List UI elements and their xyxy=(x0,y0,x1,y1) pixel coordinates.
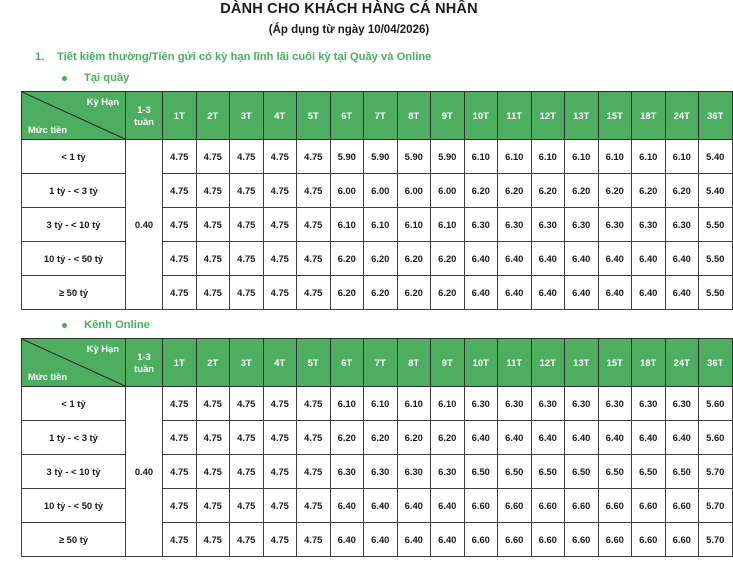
rate-cell: 6.60 xyxy=(565,489,599,523)
rate-cell: 6.20 xyxy=(330,421,364,455)
rate-cell: 6.40 xyxy=(665,276,699,310)
header-term-label: Kỳ Hạn xyxy=(86,96,119,107)
header-col-term-7t: 7T xyxy=(364,339,398,387)
header-col-term-13t: 13T xyxy=(565,92,599,140)
rate-cell: 6.20 xyxy=(431,276,465,310)
header-corner-cell xyxy=(22,339,126,387)
header-col-term-5t: 5T xyxy=(297,92,331,140)
header-amount-label: Mức tiền xyxy=(28,124,68,135)
table-row xyxy=(22,387,733,421)
rate-cell: 5.40 xyxy=(699,140,733,174)
rate-cell: 4.75 xyxy=(297,276,331,310)
tier-label-cell: 10 tỷ - < 50 tỷ xyxy=(22,242,126,276)
rate-cell: 6.40 xyxy=(665,242,699,276)
rate-cell: 6.60 xyxy=(632,523,666,557)
tier-label-cell: < 1 tỷ xyxy=(22,387,126,421)
rate-cell: 4.75 xyxy=(196,523,230,557)
rate-cell: 4.75 xyxy=(263,276,297,310)
rate-cell: 5.40 xyxy=(699,174,733,208)
rate-cell: 6.60 xyxy=(598,523,632,557)
week-rate-cell: 0.40 xyxy=(126,387,163,557)
rate-cell: 4.75 xyxy=(263,421,297,455)
rate-cell: 6.50 xyxy=(665,455,699,489)
rate-cell: 6.40 xyxy=(397,489,431,523)
header-col-term-9t: 9T xyxy=(431,92,465,140)
rate-cell: 6.40 xyxy=(498,242,532,276)
rate-cell: 4.75 xyxy=(196,455,230,489)
rate-cell: 6.20 xyxy=(330,276,364,310)
subheading-counter xyxy=(0,72,698,84)
rate-cell: 6.40 xyxy=(632,242,666,276)
header-col-term-18t: 18T xyxy=(632,92,666,140)
header-corner-cell xyxy=(22,92,126,140)
rate-cell: 6.00 xyxy=(330,174,364,208)
rate-cell: 6.60 xyxy=(464,523,498,557)
rate-cell: 6.10 xyxy=(397,208,431,242)
header-col-term-18t: 18T xyxy=(632,339,666,387)
rate-cell: 6.40 xyxy=(565,276,599,310)
rate-cell: 4.75 xyxy=(297,455,331,489)
tier-label-cell: 1 tỷ - < 3 tỷ xyxy=(22,174,126,208)
rate-table-online xyxy=(21,338,733,557)
rate-cell: 6.40 xyxy=(632,421,666,455)
rate-cell: 4.75 xyxy=(263,489,297,523)
rate-cell: 4.75 xyxy=(196,276,230,310)
rate-cell: 4.75 xyxy=(163,276,197,310)
rate-table-counter xyxy=(21,91,733,310)
rate-cell: 6.30 xyxy=(464,208,498,242)
rate-cell: 6.20 xyxy=(632,174,666,208)
rate-cell: 6.30 xyxy=(565,387,599,421)
week-line-2: tuần xyxy=(134,362,154,374)
header-col-term-24t: 24T xyxy=(665,92,699,140)
rate-cell: 6.30 xyxy=(397,455,431,489)
rate-cell: 6.60 xyxy=(531,489,565,523)
rate-cell: 6.40 xyxy=(598,242,632,276)
rate-cell: 6.10 xyxy=(665,140,699,174)
header-col-term-5t: 5T xyxy=(297,339,331,387)
rate-cell: 4.75 xyxy=(230,140,264,174)
header-col-term-13t: 13T xyxy=(565,339,599,387)
subheading-online xyxy=(0,319,698,331)
table-row xyxy=(22,140,733,174)
tier-label-cell: ≥ 50 tỷ xyxy=(22,276,126,310)
rate-cell: 6.10 xyxy=(364,208,398,242)
rate-cell: 6.40 xyxy=(598,276,632,310)
header-col-term-15t: 15T xyxy=(598,339,632,387)
rate-cell: 4.75 xyxy=(163,421,197,455)
bullet-icon xyxy=(62,76,67,81)
rate-cell: 4.75 xyxy=(196,208,230,242)
rate-cell: 4.75 xyxy=(196,489,230,523)
rate-cell: 6.20 xyxy=(598,174,632,208)
rate-cell: 6.40 xyxy=(431,523,465,557)
tier-label-cell: 3 tỷ - < 10 tỷ xyxy=(22,208,126,242)
rate-cell: 6.40 xyxy=(665,421,699,455)
week-line-2: tuần xyxy=(134,115,154,127)
rate-cell: 6.60 xyxy=(464,489,498,523)
rate-cell: 6.50 xyxy=(464,455,498,489)
rate-cell: 6.30 xyxy=(565,208,599,242)
rate-cell: 6.20 xyxy=(531,174,565,208)
rate-cell: 4.75 xyxy=(196,174,230,208)
header-col-term-3t: 3T xyxy=(230,339,264,387)
rate-cell: 6.10 xyxy=(565,140,599,174)
rate-cell: 6.10 xyxy=(364,387,398,421)
rate-cell: 6.30 xyxy=(531,208,565,242)
header-col-term-6t: 6T xyxy=(330,339,364,387)
rate-cell: 4.75 xyxy=(263,208,297,242)
subheading-counter-label: Tại quầy xyxy=(84,72,130,84)
rate-cell: 4.75 xyxy=(297,140,331,174)
rate-cell: 6.40 xyxy=(397,523,431,557)
rate-cell: 6.20 xyxy=(397,421,431,455)
rate-cell: 5.90 xyxy=(364,140,398,174)
tier-label-cell: 10 tỷ - < 50 tỷ xyxy=(22,489,126,523)
rate-cell: 6.60 xyxy=(665,523,699,557)
rate-cell: 6.20 xyxy=(364,421,398,455)
header-col-term-24t: 24T xyxy=(665,339,699,387)
rate-cell: 4.75 xyxy=(263,455,297,489)
rate-cell: 6.40 xyxy=(531,421,565,455)
rate-cell: 4.75 xyxy=(297,523,331,557)
header-col-term-9t: 9T xyxy=(431,339,465,387)
header-amount-label: Mức tiền xyxy=(28,371,68,382)
rate-cell: 6.20 xyxy=(665,174,699,208)
rate-cell: 6.50 xyxy=(598,455,632,489)
rate-cell: 6.40 xyxy=(364,523,398,557)
header-col-term-4t: 4T xyxy=(263,339,297,387)
rate-cell: 6.30 xyxy=(665,208,699,242)
subheading-online-label: Kênh Online xyxy=(84,319,150,331)
rate-cell: 6.40 xyxy=(598,421,632,455)
rate-cell: 6.40 xyxy=(565,421,599,455)
header-term-label: Kỳ Hạn xyxy=(86,343,119,354)
rate-cell: 6.40 xyxy=(531,276,565,310)
week-line-1: 1-3 xyxy=(137,103,151,115)
header-col-term-8t: 8T xyxy=(397,92,431,140)
table-body xyxy=(22,387,733,557)
rate-cell: 6.60 xyxy=(632,489,666,523)
rate-cell: 4.75 xyxy=(163,208,197,242)
header-col-term-1t: 1T xyxy=(163,339,197,387)
rate-cell: 6.30 xyxy=(431,455,465,489)
rate-cell: 5.50 xyxy=(699,242,733,276)
week-line-1: 1-3 xyxy=(137,350,151,362)
rate-cell: 4.75 xyxy=(263,242,297,276)
table-header-row xyxy=(22,339,733,387)
rate-cell: 6.20 xyxy=(364,242,398,276)
rate-cell: 4.75 xyxy=(196,140,230,174)
rate-cell: 6.60 xyxy=(565,523,599,557)
tier-label-cell: 3 tỷ - < 10 tỷ xyxy=(22,455,126,489)
rate-cell: 6.30 xyxy=(632,208,666,242)
rate-cell: 4.75 xyxy=(263,140,297,174)
rate-cell: 6.10 xyxy=(431,208,465,242)
rate-cell: 6.20 xyxy=(431,242,465,276)
rate-cell: 4.75 xyxy=(230,387,264,421)
tier-label-cell: < 1 tỷ xyxy=(22,140,126,174)
header-col-term-36t: 36T xyxy=(699,92,733,140)
header-col-term-2t: 2T xyxy=(196,339,230,387)
rate-cell: 6.30 xyxy=(464,387,498,421)
rate-cell: 6.50 xyxy=(531,455,565,489)
rate-cell: 6.10 xyxy=(330,387,364,421)
rate-cell: 6.40 xyxy=(431,489,465,523)
rate-cell: 6.30 xyxy=(498,387,532,421)
rate-cell: 6.40 xyxy=(464,421,498,455)
rate-cell: 6.00 xyxy=(397,174,431,208)
tier-label-cell: ≥ 50 tỷ xyxy=(22,523,126,557)
rate-cell: 6.40 xyxy=(330,489,364,523)
rate-cell: 6.10 xyxy=(498,140,532,174)
rate-cell: 4.75 xyxy=(263,174,297,208)
header-col-term-7t: 7T xyxy=(364,92,398,140)
rate-cell: 4.75 xyxy=(297,174,331,208)
rate-cell: 4.75 xyxy=(163,140,197,174)
rate-cell: 4.75 xyxy=(230,174,264,208)
rate-cell: 4.75 xyxy=(297,387,331,421)
rate-cell: 6.10 xyxy=(431,387,465,421)
effective-date-subtitle: (Áp dụng từ ngày 10/04/2026) xyxy=(268,24,430,36)
header-col-term-2t: 2T xyxy=(196,92,230,140)
section-number: 1. xyxy=(35,51,45,63)
rate-cell: 6.50 xyxy=(632,455,666,489)
header-col-term-11t: 11T xyxy=(498,92,532,140)
rate-cell: 5.90 xyxy=(397,140,431,174)
rate-cell: 6.40 xyxy=(464,242,498,276)
rate-cell: 5.50 xyxy=(699,276,733,310)
rate-cell: 4.75 xyxy=(196,421,230,455)
rate-cell: 5.60 xyxy=(699,387,733,421)
rate-cell: 6.20 xyxy=(464,174,498,208)
rate-cell: 5.70 xyxy=(699,523,733,557)
header-col-term-12t: 12T xyxy=(531,92,565,140)
rate-cell: 4.75 xyxy=(230,208,264,242)
rate-cell: 4.75 xyxy=(163,242,197,276)
bullet-icon xyxy=(62,323,67,328)
rate-cell: 6.60 xyxy=(498,489,532,523)
rate-cell: 6.10 xyxy=(598,140,632,174)
rate-cell: 6.60 xyxy=(598,489,632,523)
header-col-term-3t: 3T xyxy=(230,92,264,140)
rate-cell: 6.30 xyxy=(330,455,364,489)
rate-cell: 6.20 xyxy=(397,276,431,310)
header-col-term-4t: 4T xyxy=(263,92,297,140)
rate-cell: 4.75 xyxy=(230,421,264,455)
rate-cell: 4.75 xyxy=(163,387,197,421)
rate-cell: 4.75 xyxy=(230,523,264,557)
table-body xyxy=(22,140,733,310)
header-col-term-6t: 6T xyxy=(330,92,364,140)
header-col-term-36t: 36T xyxy=(699,339,733,387)
rate-cell: 5.90 xyxy=(431,140,465,174)
rate-cell: 6.10 xyxy=(330,208,364,242)
page-title: DÀNH CHO KHÁCH HÀNG CÁ NHÂN xyxy=(220,1,478,17)
rate-cell: 6.40 xyxy=(330,523,364,557)
rate-cell: 4.75 xyxy=(263,523,297,557)
rate-cell: 5.90 xyxy=(330,140,364,174)
rate-cell: 6.10 xyxy=(464,140,498,174)
rate-cell: 6.20 xyxy=(498,174,532,208)
section-heading-1 xyxy=(0,51,698,63)
rate-cell: 5.60 xyxy=(699,421,733,455)
rate-cell: 6.30 xyxy=(598,387,632,421)
rate-cell: 4.75 xyxy=(163,489,197,523)
rate-cell: 6.40 xyxy=(464,276,498,310)
header-col-term-11t: 11T xyxy=(498,339,532,387)
rate-cell: 6.20 xyxy=(431,421,465,455)
rate-cell: 4.75 xyxy=(297,421,331,455)
tier-label-cell: 1 tỷ - < 3 tỷ xyxy=(22,421,126,455)
rate-cell: 5.50 xyxy=(699,208,733,242)
rate-cell: 6.60 xyxy=(531,523,565,557)
rate-cell: 6.00 xyxy=(364,174,398,208)
rate-cell: 6.10 xyxy=(531,140,565,174)
rate-cell: 6.50 xyxy=(498,455,532,489)
header-col-week xyxy=(126,339,163,387)
rate-cell: 6.20 xyxy=(330,242,364,276)
rate-cell: 4.75 xyxy=(196,242,230,276)
header-col-week xyxy=(126,92,163,140)
rate-cell: 6.30 xyxy=(498,208,532,242)
section-title: Tiết kiệm thường/Tiền gửi có kỳ hạn lĩnh lãi cuối kỳ tại Quầy và Online xyxy=(57,51,432,63)
rate-cell: 4.75 xyxy=(196,387,230,421)
rate-cell: 6.50 xyxy=(565,455,599,489)
rate-cell: 6.40 xyxy=(632,276,666,310)
rate-cell: 6.40 xyxy=(498,421,532,455)
header-col-term-15t: 15T xyxy=(598,92,632,140)
rate-cell: 6.30 xyxy=(364,455,398,489)
rate-cell: 6.30 xyxy=(531,387,565,421)
rate-cell: 4.75 xyxy=(263,387,297,421)
header-col-term-8t: 8T xyxy=(397,339,431,387)
rate-cell: 5.70 xyxy=(699,455,733,489)
header-col-term-10t: 10T xyxy=(464,92,498,140)
rate-cell: 4.75 xyxy=(230,455,264,489)
rate-cell: 5.70 xyxy=(699,489,733,523)
rate-cell: 6.40 xyxy=(565,242,599,276)
rate-cell: 4.75 xyxy=(230,242,264,276)
rate-cell: 6.20 xyxy=(565,174,599,208)
header-col-term-12t: 12T xyxy=(531,339,565,387)
rate-cell: 6.20 xyxy=(397,242,431,276)
rate-cell: 4.75 xyxy=(297,208,331,242)
rate-cell: 6.30 xyxy=(665,387,699,421)
rate-cell: 4.75 xyxy=(297,242,331,276)
rate-cell: 6.60 xyxy=(665,489,699,523)
rate-cell: 4.75 xyxy=(163,455,197,489)
rate-cell: 4.75 xyxy=(297,489,331,523)
week-rate-cell: 0.40 xyxy=(126,140,163,310)
header-col-term-10t: 10T xyxy=(464,339,498,387)
rate-cell: 6.00 xyxy=(431,174,465,208)
rate-cell: 6.40 xyxy=(531,242,565,276)
header-col-term-1t: 1T xyxy=(163,92,197,140)
rate-cell: 6.60 xyxy=(498,523,532,557)
rate-cell: 6.10 xyxy=(397,387,431,421)
rate-cell: 6.30 xyxy=(632,387,666,421)
rate-cell: 6.20 xyxy=(364,276,398,310)
rate-cell: 4.75 xyxy=(230,489,264,523)
rate-cell: 6.40 xyxy=(364,489,398,523)
rate-cell: 6.10 xyxy=(632,140,666,174)
rate-cell: 6.40 xyxy=(498,276,532,310)
rate-cell: 6.30 xyxy=(598,208,632,242)
rate-cell: 4.75 xyxy=(163,523,197,557)
rate-cell: 4.75 xyxy=(230,276,264,310)
table-header-row xyxy=(22,92,733,140)
rate-cell: 4.75 xyxy=(163,174,197,208)
